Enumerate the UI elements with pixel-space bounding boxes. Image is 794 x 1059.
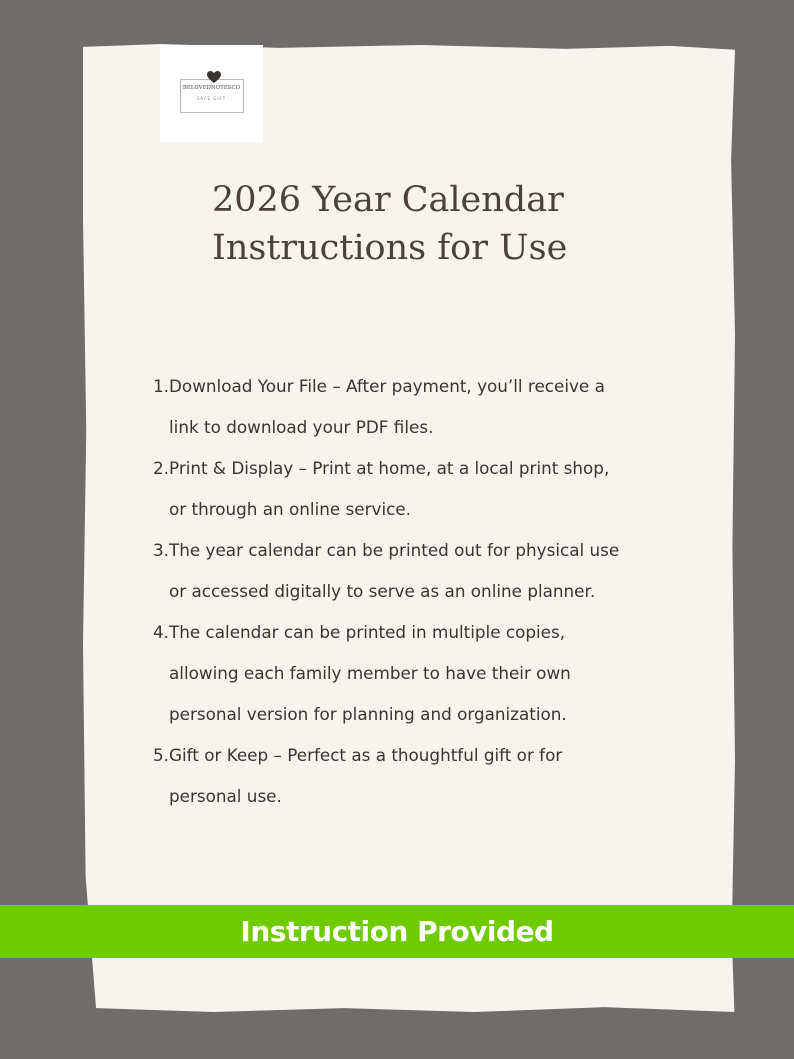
step-line: personal use. xyxy=(169,786,282,806)
step-line: or accessed digitally to serve as an online planner. xyxy=(169,581,596,601)
title-line-1: 2026 Year Calendar xyxy=(212,180,564,220)
step-line: Download Your File – After payment, you’ll receive a xyxy=(169,376,605,396)
list-item xyxy=(146,530,726,612)
list-item xyxy=(146,735,726,817)
page-title xyxy=(212,176,632,272)
instruction-list xyxy=(146,366,726,817)
banner-label: Instruction Provided xyxy=(240,915,554,948)
step-line: Print & Display – Print at home, at a local print shop, xyxy=(169,458,610,478)
step-number: 4. xyxy=(152,622,169,642)
step-number: 5. xyxy=(152,745,169,765)
step-line: allowing each family member to have their own xyxy=(169,663,571,683)
instruction-banner xyxy=(0,905,794,958)
step-line: link to download your PDF files. xyxy=(169,417,434,437)
step-line: The calendar can be printed in multiple copies, xyxy=(169,622,566,642)
list-item xyxy=(146,448,726,530)
step-line: or through an online service. xyxy=(169,499,411,519)
title-line-2: Instructions for Use xyxy=(212,228,568,268)
logo-tagline: SAFE GIFT xyxy=(196,96,227,101)
step-line: personal version for planning and organization. xyxy=(169,704,567,724)
step-number: 2. xyxy=(152,458,169,478)
step-line: Gift or Keep – Perfect as a thoughtful gift or for xyxy=(169,745,563,765)
logo-brand-name: BELOVEDNOTESCO xyxy=(182,85,241,91)
heart-icon xyxy=(206,69,222,85)
list-item xyxy=(146,612,726,735)
list-item xyxy=(146,366,726,448)
step-number: 1. xyxy=(152,376,169,396)
step-number: 3. xyxy=(152,540,169,560)
brand-logo xyxy=(160,45,263,142)
step-line: The year calendar can be printed out for physical use xyxy=(169,540,620,560)
